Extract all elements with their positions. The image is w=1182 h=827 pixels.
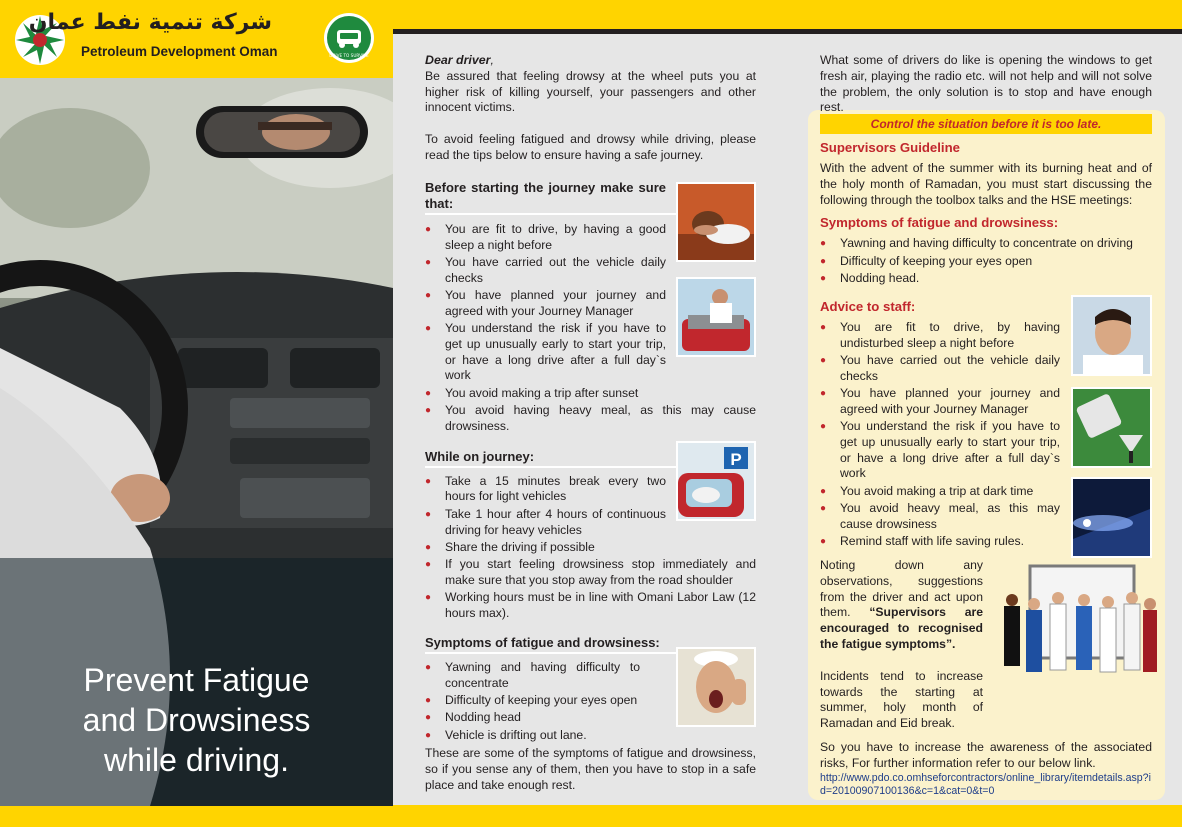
while-heading: While on journey:: [425, 448, 535, 464]
before-list: [425, 221, 756, 435]
toolbox-meeting-illustration: [1000, 564, 1158, 704]
noting-text: Noting down any observations, suggestions from the driver and act upon them.: [820, 557, 983, 620]
driver-photo: [0, 78, 393, 806]
list-item: ● You avoid heavy meal, as this may cause drowsiness: [820, 501, 1060, 533]
list-item: ● Remind staff with life saving rules.: [820, 534, 1060, 550]
section-rule: [425, 652, 680, 654]
content-area: [393, 0, 1182, 827]
list-item: ● You have carried out the vehicle daily checks: [820, 353, 1060, 385]
parking-rest-illustration: [676, 441, 756, 521]
awareness-text: So you have to increase the awareness of the associated risks, For further information refer to our below link.: [820, 739, 1152, 770]
list-item: ● Difficulty of keeping your eyes open: [820, 254, 1152, 270]
list-item: ● You understand the risk if you have to get up unusually early to start your trip, or have a long drive after a full day`s work: [820, 419, 1060, 482]
list-item: ● Yawning and having difficulty to concentrate: [425, 660, 640, 692]
badge-text: DRIVE TO SURVIVE: [329, 53, 369, 58]
sleeping-person-icon: [678, 184, 754, 260]
brand-arabic-name: شركة تنمية نفط عمان: [28, 10, 272, 35]
guideline-heading: Supervisors Guideline: [820, 140, 960, 155]
noting-quote: “Supervisors are encouraged to recognised the fatigue symptoms”.: [820, 605, 983, 651]
before-heading: Before starting the journey make sure that:: [425, 179, 666, 211]
list-item: ● Share the driving if possible: [425, 540, 756, 556]
list-item: ● Nodding head.: [820, 271, 1152, 287]
brand-english-name: Petroleum Development Oman: [81, 44, 278, 59]
tips-intro: To avoid feeling fatigued and drowsy while driving, please read the tips below to ensure having a safe journey.: [425, 132, 756, 162]
list-item: ● You have planned your journey and agreed with your Journey Manager: [425, 288, 666, 320]
svg-text:P: P: [730, 450, 742, 469]
windows-text: What some of drivers do like is opening the windows to get fresh air, playing the radio etc. will not help and will not solve the problem, the only solution is to stop and have enough rest.: [820, 53, 1152, 115]
greeting: Dear driver,: [425, 53, 494, 67]
list-item: ● You have carried out the vehicle daily checks: [425, 255, 666, 287]
symptoms-list: [425, 660, 640, 743]
night-driving-illustration: [1071, 477, 1152, 558]
closing-text: These are some of the symptoms of fatigue and drowsiness, so if you sense any of them, then you have to stop in a safe place and take enough rest.: [425, 746, 756, 792]
incidents-text: Incidents tend to increase towards the starting at summer, holy month of Ramadan and Eid break.: [820, 668, 983, 731]
list-item: ● You avoid making a trip after sunset: [425, 386, 756, 402]
before-section: [425, 180, 666, 212]
noting-block: [820, 558, 983, 732]
vehicle-check-illustration: [676, 277, 756, 357]
night-road-icon: [1073, 479, 1150, 556]
mechanic-car-icon: [678, 279, 754, 355]
reference-link[interactable]: http://www.pdo.co.omhseforcontractors/online_library/itemdetails.asp?id=20100907100136&c=1&cat=0&t=0: [820, 771, 1151, 797]
list-item: ● You understand the risk if you have to get up unusually early to start your trip, or have a long drive after a full day`s work: [425, 321, 666, 384]
list-item: ● Yawning and having difficulty to concentrate on driving: [820, 236, 1152, 252]
list-item: ● Nodding head: [425, 710, 640, 726]
list-item: ● You are fit to drive, by having a good sleep a night before: [425, 222, 666, 254]
cover-title-line-2: and Drowsiness: [82, 702, 311, 738]
cover-title-line-1: Prevent Fatigue: [83, 662, 310, 698]
windows-note: [820, 53, 1152, 116]
list-item: ● You avoid making a trip at dark time: [820, 484, 1060, 500]
list-item: ● Take 1 hour after 4 hours of continuous driving for heavy vehicles: [425, 507, 666, 539]
brand-bar: [0, 0, 393, 78]
cover-title-line-3: while driving.: [104, 742, 289, 778]
warning-banner: Control the situation before it is too late.: [820, 114, 1152, 134]
advice-list: [820, 320, 1060, 550]
resting-person-illustration: [1071, 295, 1152, 376]
yawning-person-icon: [678, 649, 754, 725]
left-footer-bar: [0, 806, 393, 827]
symptoms-heading: Symptoms of fatigue and drowsiness:: [425, 634, 660, 650]
parking-icon: [678, 443, 754, 519]
cover-title: [0, 660, 393, 780]
section-rule: [425, 466, 680, 468]
list-item: ● You avoid having heavy meal, as this may cause drowsiness.: [425, 403, 756, 435]
oil-can-icon: [1073, 389, 1150, 466]
content-background: [393, 34, 1182, 805]
list-item: ● Take a 15 minutes break every two hours for light vehicles: [425, 474, 666, 506]
intro-text: Be assured that feeling drowsy at the wheel puts you at higher risk of killing yourself, your passengers and other innocent victims.: [425, 68, 756, 115]
drive-to-survive-badge: [323, 12, 375, 64]
team-meeting-icon: [1000, 564, 1158, 704]
list-item: ● You are fit to drive, by having undisturbed sleep a night before: [820, 320, 1060, 352]
list-item: ● If you start feeling drowsiness stop immediately and make sure that you stop away from the road shoulder: [425, 557, 756, 589]
guideline-text: With the advent of the summer with its burning heat and of the holy month of Ramadan, you must start discussing the following through the toolbox talks and the HSE meetings:: [820, 161, 1152, 207]
section-rule: [425, 213, 680, 215]
list-item: ● Working hours must be in line with Omani Labor Law (12 hours max).: [425, 590, 756, 622]
sleeping-at-desk-illustration: [676, 182, 756, 262]
list-item: ● You have planned your journey and agreed with your Journey Manager: [820, 386, 1060, 418]
supervisor-symptoms-list: [820, 236, 1152, 286]
yawning-illustration: [676, 647, 756, 727]
supervisor-symptoms-heading: Symptoms of fatigue and drowsiness:: [820, 215, 1059, 231]
list-item: ● Difficulty of keeping your eyes open: [425, 693, 640, 709]
cover-panel: [0, 0, 393, 827]
resting-person-icon: [1073, 297, 1150, 374]
list-item: ● Vehicle is drifting out lane.: [425, 728, 640, 744]
bottom-bar: [393, 805, 1182, 827]
oil-check-illustration: [1071, 387, 1152, 468]
advice-heading: Advice to staff:: [820, 298, 916, 314]
